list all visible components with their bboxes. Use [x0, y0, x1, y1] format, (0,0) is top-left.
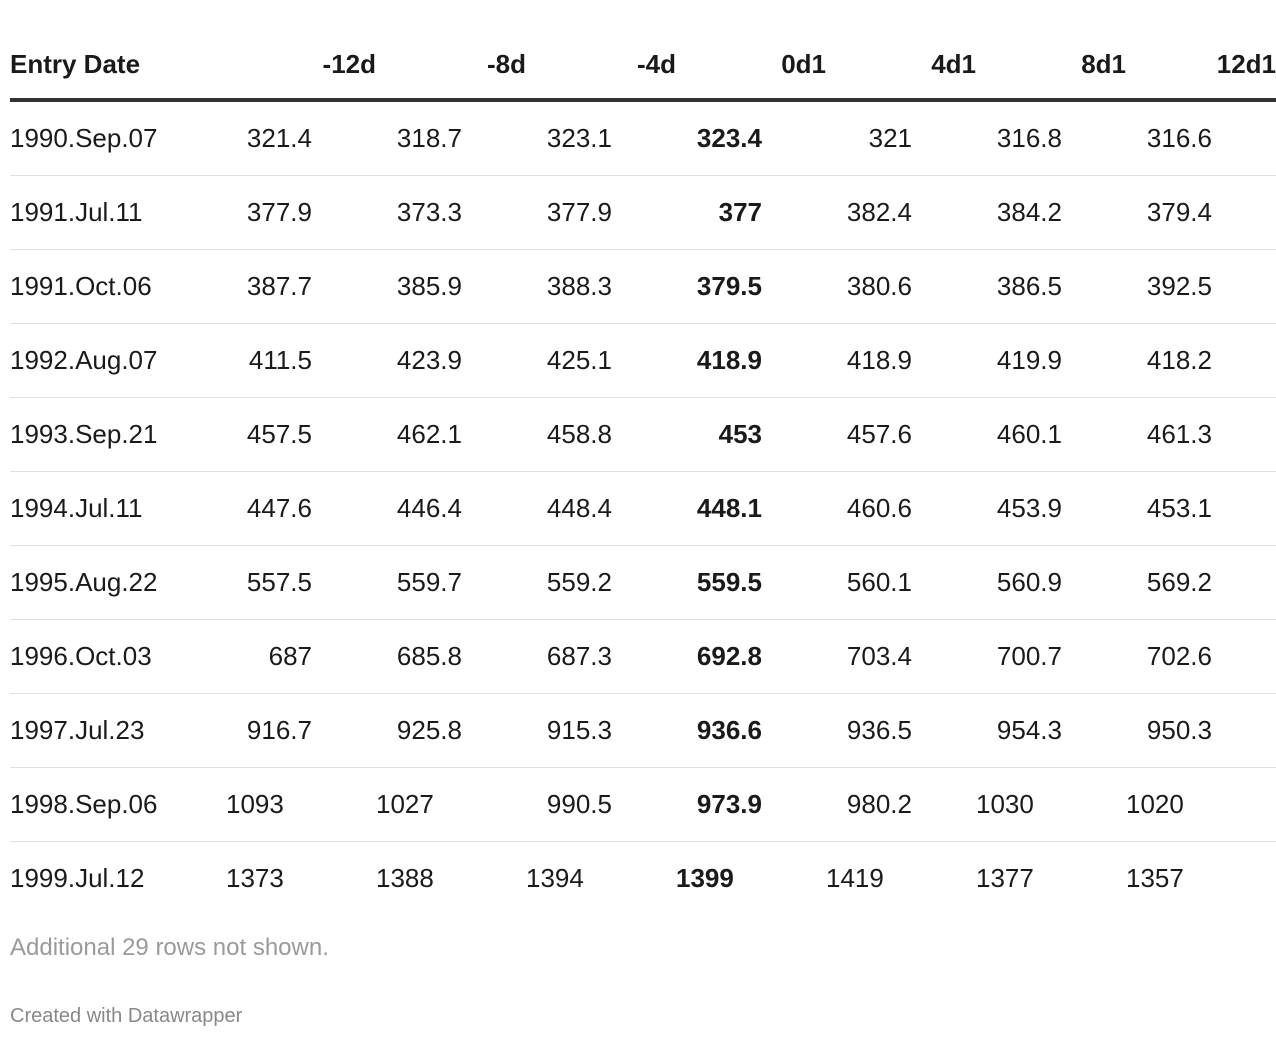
value-text: 685.8 — [396, 641, 462, 671]
value-text: 446.4 — [396, 493, 462, 523]
value-cell — [976, 176, 1126, 250]
value-cell — [976, 398, 1126, 472]
value-text: 990.5 — [546, 789, 612, 819]
value-text: 569.2 — [1146, 567, 1212, 597]
value-text: 915.3 — [546, 715, 612, 745]
data-table — [10, 30, 1276, 915]
value-text: 1377 — [976, 863, 1034, 893]
value-text: 373.3 — [396, 197, 462, 227]
value-cell — [226, 398, 376, 472]
value-text: 418.2 — [1146, 345, 1212, 375]
value-text: 392.5 — [1146, 271, 1212, 301]
value-text: 386.5 — [996, 271, 1062, 301]
value-text: 980.2 — [846, 789, 912, 819]
value-cell — [526, 842, 676, 916]
value-text: 687.3 — [546, 641, 612, 671]
value-text: 453.1 — [1146, 493, 1212, 523]
value-text: 382.4 — [846, 197, 912, 227]
value-text: 457.6 — [846, 419, 912, 449]
value-cell — [826, 250, 976, 324]
value-text: 461.3 — [1146, 419, 1212, 449]
value-cell — [226, 176, 376, 250]
value-cell — [376, 100, 526, 176]
value-text: 323.4 — [696, 123, 762, 153]
value-cell — [1126, 768, 1276, 842]
value-cell — [826, 324, 976, 398]
value-cell — [676, 620, 826, 694]
value-cell — [526, 324, 676, 398]
value-text: 457.5 — [246, 419, 312, 449]
table-body — [10, 100, 1276, 915]
value-text: 448.4 — [546, 493, 612, 523]
value-text: 1388 — [376, 863, 434, 893]
value-cell — [226, 250, 376, 324]
entry-date-cell: 1991.Oct.06 — [10, 250, 226, 324]
value-cell — [376, 176, 526, 250]
value-text: 321.4 — [246, 123, 312, 153]
value-text: 700.7 — [996, 641, 1062, 671]
table-row — [10, 100, 1276, 176]
value-text: 447.6 — [246, 493, 312, 523]
value-text: 1027 — [376, 789, 434, 819]
value-cell — [376, 324, 526, 398]
column-header-4d1: 4d1 — [826, 30, 976, 100]
entry-date-cell: 1990.Sep.07 — [10, 100, 226, 176]
value-text: 936.5 — [846, 715, 912, 745]
entry-date-cell: 1994.Jul.11 — [10, 472, 226, 546]
table-row — [10, 694, 1276, 768]
table-row — [10, 546, 1276, 620]
value-text: 385.9 — [396, 271, 462, 301]
value-cell — [1126, 398, 1276, 472]
value-text: 462.1 — [396, 419, 462, 449]
value-cell — [676, 842, 826, 916]
value-cell — [826, 620, 976, 694]
value-text: 560.9 — [996, 567, 1062, 597]
value-cell — [526, 250, 676, 324]
value-cell — [376, 472, 526, 546]
value-cell — [1126, 546, 1276, 620]
value-text: 423.9 — [396, 345, 462, 375]
value-text: 387.7 — [246, 271, 312, 301]
entry-date-cell: 1995.Aug.22 — [10, 546, 226, 620]
value-cell — [1126, 694, 1276, 768]
value-text: 1373 — [226, 863, 284, 893]
value-text: 458.8 — [546, 419, 612, 449]
table-row — [10, 472, 1276, 546]
column-header--8d: -8d — [376, 30, 526, 100]
table-row — [10, 620, 1276, 694]
value-text: 460.6 — [846, 493, 912, 523]
value-text: 687 — [268, 641, 312, 671]
value-cell — [826, 546, 976, 620]
value-text: 703.4 — [846, 641, 912, 671]
value-text: 702.6 — [1146, 641, 1212, 671]
value-cell — [676, 546, 826, 620]
value-cell — [976, 694, 1126, 768]
table-row — [10, 842, 1276, 916]
value-cell — [826, 694, 976, 768]
value-cell — [826, 398, 976, 472]
value-cell — [526, 620, 676, 694]
column-header-8d1: 8d1 — [976, 30, 1126, 100]
value-text: 411.5 — [248, 345, 312, 375]
value-text: 323.1 — [546, 123, 612, 153]
value-text: 377 — [718, 197, 762, 227]
value-cell — [676, 176, 826, 250]
entry-date-cell: 1998.Sep.06 — [10, 768, 226, 842]
entry-date-cell: 1993.Sep.21 — [10, 398, 226, 472]
value-cell — [526, 176, 676, 250]
value-text: 559.7 — [396, 567, 462, 597]
column-header--12d: -12d — [226, 30, 376, 100]
value-cell — [826, 842, 976, 916]
value-text: 460.1 — [996, 419, 1062, 449]
rows-not-shown-note: Additional 29 rows not shown. — [10, 934, 329, 961]
value-cell — [376, 768, 526, 842]
value-cell — [826, 472, 976, 546]
value-cell — [376, 620, 526, 694]
value-cell — [1126, 176, 1276, 250]
value-text: 925.8 — [396, 715, 462, 745]
value-cell — [226, 324, 376, 398]
column-header--4d: -4d — [526, 30, 676, 100]
value-text: 425.1 — [546, 345, 612, 375]
value-text: 318.7 — [396, 123, 462, 153]
value-text: 559.5 — [696, 567, 762, 597]
value-cell — [676, 250, 826, 324]
value-cell — [1126, 250, 1276, 324]
value-text: 418.9 — [846, 345, 912, 375]
value-cell — [826, 768, 976, 842]
datawrapper-credit: Created with Datawrapper — [10, 1005, 243, 1027]
value-text: 1093 — [226, 789, 284, 819]
table-row — [10, 324, 1276, 398]
value-text: 384.2 — [996, 197, 1062, 227]
value-cell — [226, 768, 376, 842]
value-text: 379.4 — [1146, 197, 1212, 227]
value-text: 388.3 — [546, 271, 612, 301]
value-cell — [376, 398, 526, 472]
value-text: 453.9 — [996, 493, 1062, 523]
value-cell — [226, 100, 376, 176]
value-cell — [376, 546, 526, 620]
value-text: 1399 — [676, 863, 734, 893]
value-cell — [1126, 324, 1276, 398]
value-text: 916.7 — [246, 715, 312, 745]
value-cell — [676, 100, 826, 176]
value-text: 419.9 — [996, 345, 1062, 375]
value-cell — [526, 100, 676, 176]
value-text: 316.8 — [996, 123, 1062, 153]
value-cell — [226, 620, 376, 694]
value-text: 418.9 — [696, 345, 762, 375]
value-text: 453 — [718, 419, 762, 449]
column-header-0d1: 0d1 — [676, 30, 826, 100]
table-row — [10, 768, 1276, 842]
value-cell — [976, 768, 1126, 842]
entry-date-cell: 1991.Jul.11 — [10, 176, 226, 250]
value-cell — [226, 546, 376, 620]
value-cell — [976, 324, 1126, 398]
value-text: 692.8 — [696, 641, 762, 671]
entry-date-cell: 1999.Jul.12 — [10, 863, 145, 893]
value-cell — [376, 694, 526, 768]
value-text: 559.2 — [546, 567, 612, 597]
value-cell — [526, 472, 676, 546]
value-cell — [676, 398, 826, 472]
data-table-container — [10, 30, 1276, 915]
entry-date-cell: 1997.Jul.23 — [10, 694, 226, 768]
value-cell — [226, 694, 376, 768]
value-cell — [1126, 842, 1276, 916]
value-text: 1357 — [1126, 863, 1184, 893]
value-text: 448.1 — [696, 493, 762, 523]
value-text: 954.3 — [996, 715, 1062, 745]
value-cell — [226, 842, 376, 916]
value-text: 557.5 — [246, 567, 312, 597]
value-text: 1020 — [1126, 789, 1184, 819]
value-cell — [976, 250, 1126, 324]
value-cell — [676, 324, 826, 398]
entry-date-cell: 1996.Oct.03 — [10, 620, 226, 694]
value-cell — [526, 398, 676, 472]
value-cell — [826, 176, 976, 250]
value-cell — [976, 472, 1126, 546]
column-header-12d1: 12d1 — [1126, 30, 1276, 100]
value-cell — [976, 842, 1126, 916]
value-text: 321 — [868, 123, 912, 153]
value-text: 379.5 — [696, 271, 762, 301]
value-text: 377.9 — [246, 197, 312, 227]
value-cell — [976, 620, 1126, 694]
table-header — [10, 30, 1276, 100]
value-text: 950.3 — [1146, 715, 1212, 745]
value-cell — [976, 546, 1126, 620]
value-text: 1394 — [526, 863, 584, 893]
value-cell — [676, 768, 826, 842]
value-cell — [376, 250, 526, 324]
value-cell — [1126, 100, 1276, 176]
value-text: 973.9 — [696, 789, 762, 819]
value-text: 316.6 — [1146, 123, 1212, 153]
value-text: 936.6 — [696, 715, 762, 745]
column-header-entry-date: Entry Date — [10, 30, 226, 100]
value-cell — [826, 100, 976, 176]
value-cell — [226, 472, 376, 546]
value-cell — [976, 100, 1126, 176]
value-cell — [526, 768, 676, 842]
table-row — [10, 176, 1276, 250]
value-cell — [526, 546, 676, 620]
value-text: 1030 — [976, 789, 1034, 819]
value-cell — [676, 694, 826, 768]
header-row — [10, 30, 1276, 100]
table-row — [10, 250, 1276, 324]
value-text: 377.9 — [546, 197, 612, 227]
value-cell — [376, 842, 526, 916]
value-text: 1419 — [826, 863, 884, 893]
entry-date-cell: 1992.Aug.07 — [10, 324, 226, 398]
value-cell — [526, 694, 676, 768]
value-text: 380.6 — [846, 271, 912, 301]
value-cell — [676, 472, 826, 546]
table-row — [10, 398, 1276, 472]
value-cell — [1126, 620, 1276, 694]
value-text: 560.1 — [846, 567, 912, 597]
value-cell — [1126, 472, 1276, 546]
